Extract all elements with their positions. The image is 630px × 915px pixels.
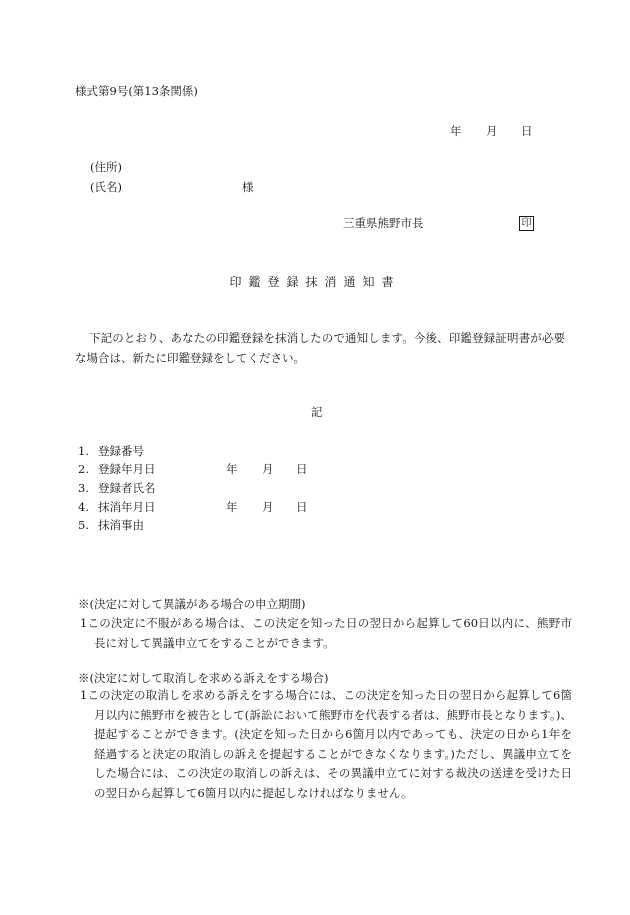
item-number: 1. [78, 444, 89, 458]
body-paragraph: 下記のとおり、あなたの印鑑登録を抹消したので通知します。今後、印鑑登録証明書が必要な場合は、新たに印鑑登録をしてください。 [75, 331, 565, 365]
item-label: 抹消年月日 [98, 500, 156, 514]
list-item [78, 481, 156, 495]
date-month: 月 [486, 124, 498, 138]
form-number: 様式第9号(第13条関係) [75, 84, 198, 98]
date-year: 年 [450, 124, 462, 138]
document-title: 印鑑登録抹消通知書 [229, 275, 401, 289]
item-month: 月 [262, 500, 274, 514]
item-label: 登録年月日 [98, 462, 156, 476]
item-year: 年 [226, 462, 238, 476]
item-number: 4. [78, 500, 89, 514]
notice2-heading: ※(決定に対して取消しを求める訴えをする場合) [78, 671, 329, 685]
item-number: 2. [78, 462, 89, 476]
list-item [78, 444, 144, 458]
item-label: 登録者氏名 [98, 481, 156, 495]
list-item [78, 500, 156, 514]
item-number: 5. [78, 518, 89, 532]
address-label: (住所) [90, 160, 122, 174]
item-label: 抹消事由 [98, 518, 144, 532]
issuer-name: 三重県熊野市長 [343, 216, 424, 230]
ki-label: 記 [311, 405, 323, 419]
honorific: 様 [242, 180, 254, 194]
notice1-text: 1この決定に不服がある場合は、この決定を知った日の翌日から起算して60日以内に、熊野市長に対して異議申立てをすることができます。 [80, 616, 572, 650]
notice2-text: 1この決定の取消しを求める訴えをする場合には、この決定を知った日の翌日から起算して6箇月以内に熊野市を被告として(訴訟において熊野市を代表する者は、熊野市長となります。)、提起することができます。(決定を知った日から6箇月以内であっても、決定の日から1年を経過すると決定の取消しの訴えを提起することができなくなります。)ただし、異議申立てをした場合には、この決定の取消しの訴えは、その異議申立てに対する裁決の送達を受けた日の翌日から起算して6箇月以内に提起しなければなりません。 [80, 688, 572, 800]
date-day: 日 [521, 124, 533, 138]
item-label: 登録番号 [98, 444, 144, 458]
name-label: (氏名) [90, 180, 122, 194]
item-day: 日 [296, 500, 308, 514]
notice1-heading: ※(決定に対して異議がある場合の申立期間) [78, 597, 306, 611]
item-year: 年 [226, 500, 238, 514]
list-item [78, 518, 144, 532]
item-month: 月 [262, 462, 274, 476]
item-day: 日 [296, 462, 308, 476]
item-number: 3. [78, 481, 89, 495]
seal-mark: 印 [519, 216, 534, 231]
list-item [78, 462, 156, 476]
